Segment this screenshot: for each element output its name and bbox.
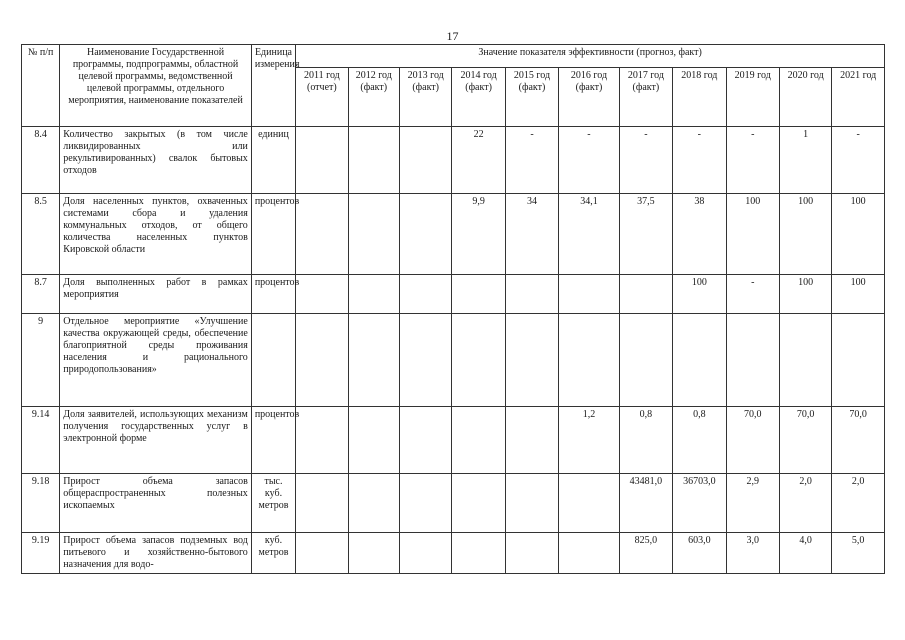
value-cell: 100: [726, 194, 779, 275]
value-cell: [296, 407, 348, 474]
value-cell: [505, 407, 558, 474]
table-row: [22, 275, 885, 314]
value-cell: 100: [779, 194, 831, 275]
header-row-top: [22, 45, 885, 68]
header-year: 2018 год: [673, 68, 726, 127]
value-cell: 34: [505, 194, 558, 275]
value-cell: [452, 533, 505, 574]
value-cell: [348, 275, 399, 314]
value-cell: [348, 127, 399, 194]
value-cell: 36703,0: [673, 474, 726, 533]
value-cell: 2,9: [726, 474, 779, 533]
value-cell: [559, 533, 619, 574]
table-row: [22, 474, 885, 533]
value-cell: 0,8: [619, 407, 672, 474]
value-cell: [399, 127, 451, 194]
header-year: 2012 год (факт): [348, 68, 399, 127]
row-number: 9.14: [22, 407, 60, 474]
value-cell: [399, 407, 451, 474]
indicator-name: Доля выполненных работ в рамках мероприятия: [60, 275, 252, 314]
value-cell: 100: [832, 194, 885, 275]
value-cell: [559, 314, 619, 407]
header-year: 2015 год (факт): [505, 68, 558, 127]
header-year: 2017 год (факт): [619, 68, 672, 127]
page-number: 17: [446, 29, 459, 43]
header-year: 2016 год (факт): [559, 68, 619, 127]
value-cell: [348, 533, 399, 574]
header-year: 2021 год: [832, 68, 885, 127]
value-cell: [296, 474, 348, 533]
indicator-name: Количество закрытых (в том числе ликвидированных или рекультивированных) свалок бытовых отходов: [60, 127, 252, 194]
row-number: 8.5: [22, 194, 60, 275]
header-year: 2011 год (отчет): [296, 68, 348, 127]
value-cell: [619, 275, 672, 314]
value-cell: [673, 314, 726, 407]
table-row: [22, 127, 885, 194]
value-cell: [726, 314, 779, 407]
value-cell: 34,1: [559, 194, 619, 275]
row-number: 9.18: [22, 474, 60, 533]
value-cell: [348, 474, 399, 533]
value-cell: 603,0: [673, 533, 726, 574]
indicator-name: Доля населенных пунктов, охваченных системами сбора и удаления коммунальных отходов, от общего количества населенных пунктов Кировской области: [60, 194, 252, 275]
indicator-unit: процентов: [251, 194, 295, 275]
value-cell: [452, 314, 505, 407]
value-cell: 100: [832, 275, 885, 314]
indicator-name: Прирост объема запасов подземных вод питьевого и хозяйственно-бытового назначения для водо-: [60, 533, 252, 574]
row-number: 8.4: [22, 127, 60, 194]
header-values-group: Значение показателя эффективности (прогноз, факт): [296, 45, 885, 68]
value-cell: -: [619, 127, 672, 194]
value-cell: -: [726, 275, 779, 314]
value-cell: [505, 314, 558, 407]
header-year: 2014 год (факт): [452, 68, 505, 127]
value-cell: -: [832, 127, 885, 194]
value-cell: 5,0: [832, 533, 885, 574]
value-cell: 70,0: [726, 407, 779, 474]
value-cell: [296, 533, 348, 574]
value-cell: 100: [779, 275, 831, 314]
indicator-name: Прирост объема запасов общераспространенных полезных ископаемых: [60, 474, 252, 533]
value-cell: [348, 194, 399, 275]
header-num: № п/п: [22, 45, 60, 127]
value-cell: -: [673, 127, 726, 194]
row-number: 9: [22, 314, 60, 407]
indicator-unit: процентов: [251, 275, 295, 314]
header-unit: Единица измерения: [251, 45, 295, 127]
value-cell: 825,0: [619, 533, 672, 574]
indicator-unit: куб. метров: [251, 533, 295, 574]
value-cell: 9,9: [452, 194, 505, 275]
header-year: 2013 год (факт): [399, 68, 451, 127]
indicator-name: Отдельное мероприятие «Улучшение качества окружающей среды, обеспечение благоприятной среды проживания населения и рационального природопользования»: [60, 314, 252, 407]
value-cell: [296, 275, 348, 314]
row-number: 9.19: [22, 533, 60, 574]
value-cell: [832, 314, 885, 407]
indicator-unit: тыс. куб. метров: [251, 474, 295, 533]
indicator-unit: [251, 314, 295, 407]
table-row: [22, 314, 885, 407]
value-cell: -: [726, 127, 779, 194]
value-cell: [505, 533, 558, 574]
value-cell: -: [505, 127, 558, 194]
header-year: 2019 год: [726, 68, 779, 127]
indicators-table: [21, 44, 885, 574]
value-cell: [296, 314, 348, 407]
header-year: 2020 год: [779, 68, 831, 127]
value-cell: 2,0: [832, 474, 885, 533]
value-cell: 3,0: [726, 533, 779, 574]
value-cell: 38: [673, 194, 726, 275]
value-cell: [505, 275, 558, 314]
value-cell: 4,0: [779, 533, 831, 574]
value-cell: [452, 407, 505, 474]
value-cell: 22: [452, 127, 505, 194]
row-number: 8.7: [22, 275, 60, 314]
value-cell: [559, 275, 619, 314]
value-cell: -: [559, 127, 619, 194]
value-cell: [399, 474, 451, 533]
value-cell: 70,0: [779, 407, 831, 474]
value-cell: 37,5: [619, 194, 672, 275]
value-cell: [348, 407, 399, 474]
value-cell: 1,2: [559, 407, 619, 474]
value-cell: [779, 314, 831, 407]
value-cell: [505, 474, 558, 533]
indicator-unit: единиц: [251, 127, 295, 194]
indicator-unit: процентов: [251, 407, 295, 474]
value-cell: [296, 194, 348, 275]
table-row: [22, 194, 885, 275]
value-cell: 70,0: [832, 407, 885, 474]
value-cell: [399, 314, 451, 407]
value-cell: 2,0: [779, 474, 831, 533]
value-cell: [452, 474, 505, 533]
value-cell: 0,8: [673, 407, 726, 474]
value-cell: [296, 127, 348, 194]
value-cell: 43481,0: [619, 474, 672, 533]
header-name: Наименование Государственной программы, подпрограммы, областной целевой программы, ведомственной целевой программы, отдельного мероприятия, наименование показателей: [60, 45, 252, 127]
value-cell: [348, 314, 399, 407]
value-cell: 1: [779, 127, 831, 194]
value-cell: [399, 533, 451, 574]
value-cell: [399, 275, 451, 314]
value-cell: [452, 275, 505, 314]
table-row: [22, 533, 885, 574]
value-cell: [399, 194, 451, 275]
value-cell: [619, 314, 672, 407]
value-cell: [559, 474, 619, 533]
table-row: [22, 407, 885, 474]
indicator-name: Доля заявителей, использующих механизм получения государственных услуг в электронной форме: [60, 407, 252, 474]
value-cell: 100: [673, 275, 726, 314]
